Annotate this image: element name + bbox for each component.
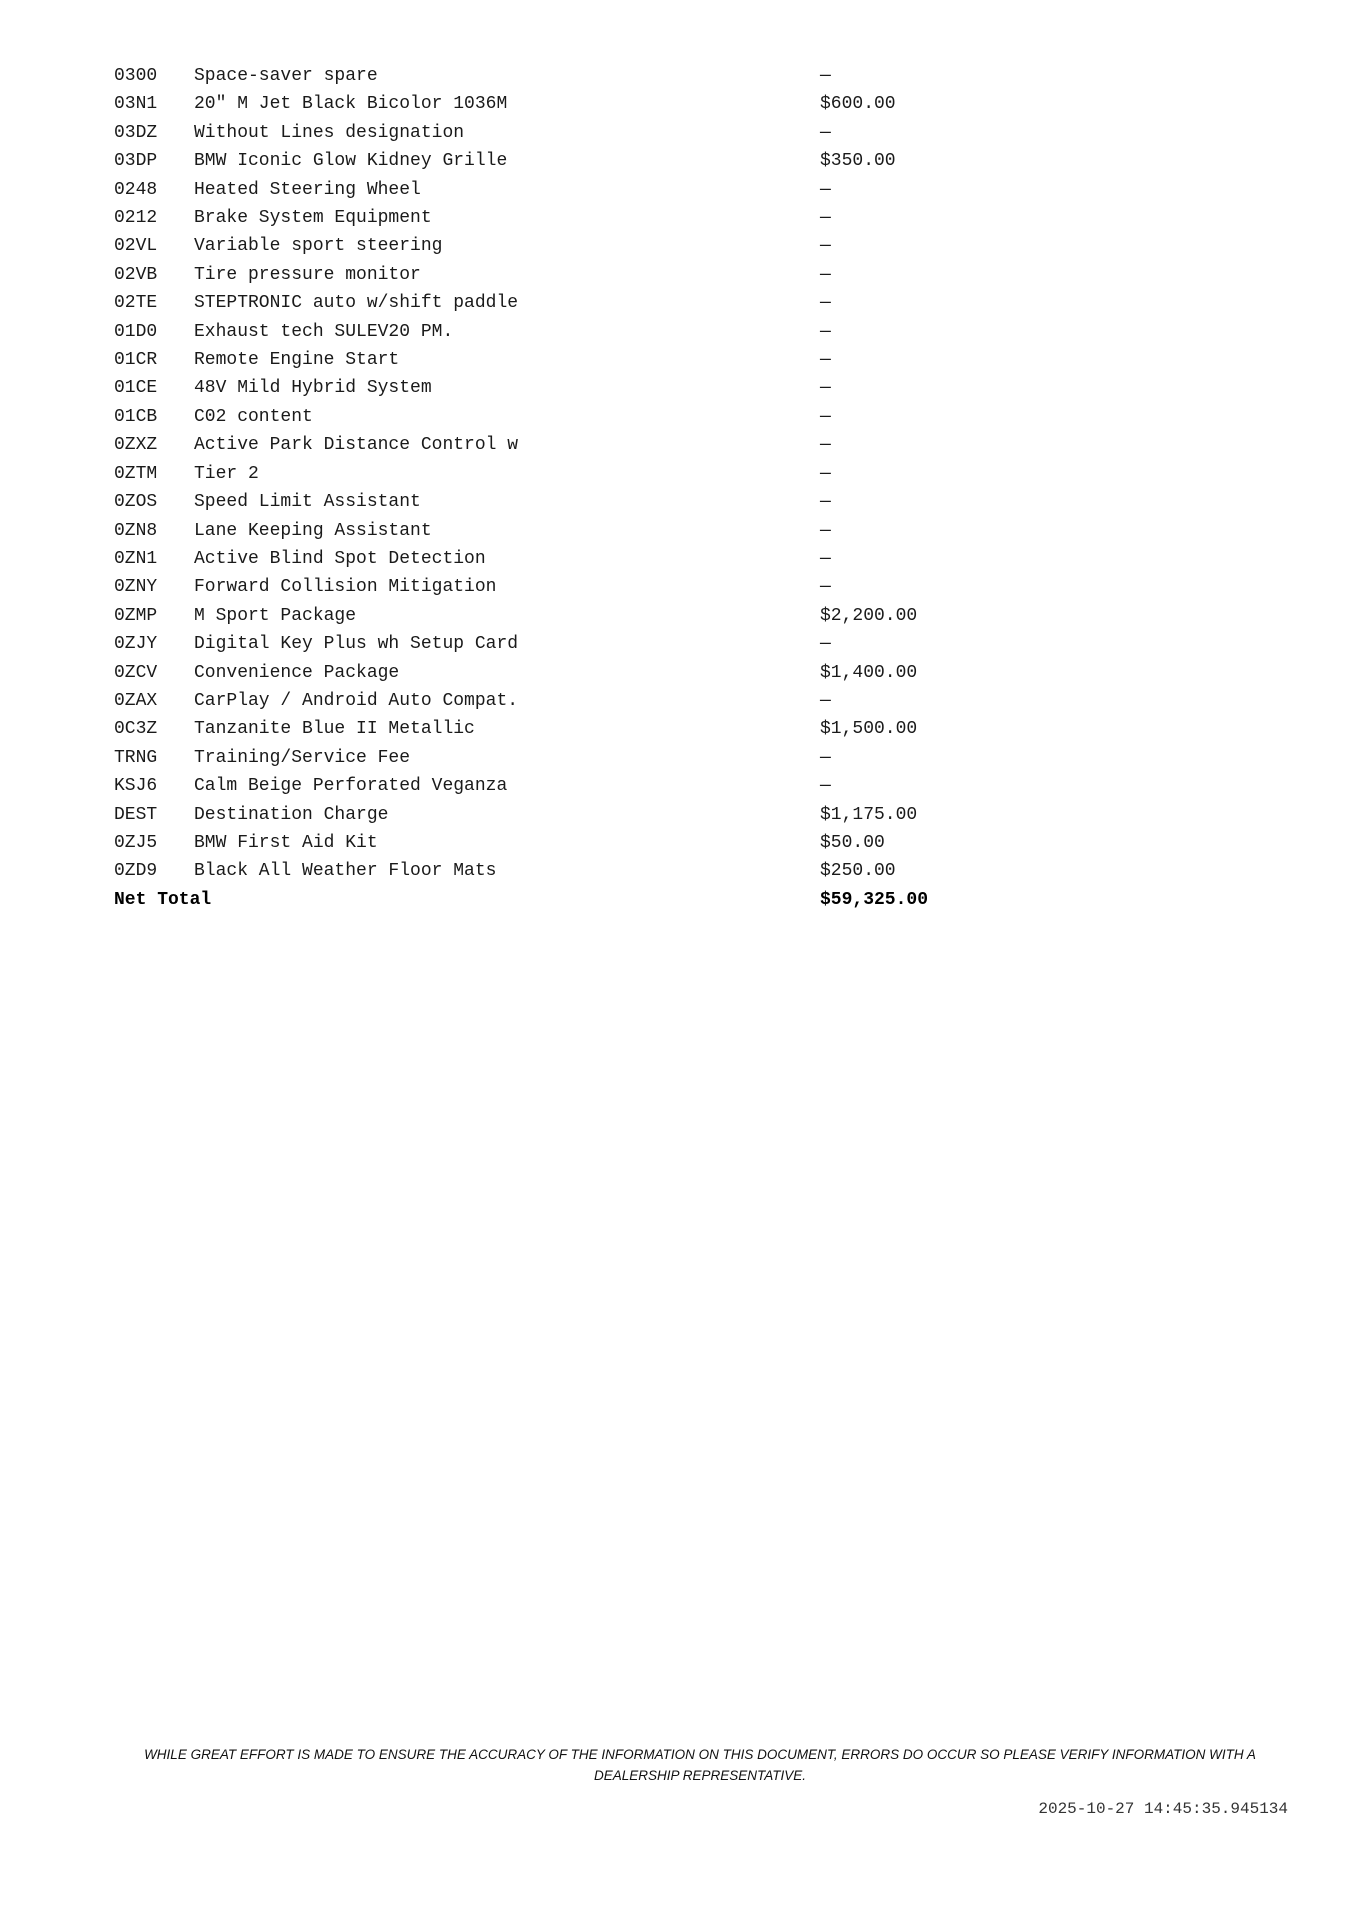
options-table [114, 62, 934, 914]
option-description: Tire pressure monitor [194, 264, 421, 285]
disclaimer-line-2: DEALERSHIP REPRESENTATIVE. [593, 1768, 807, 1783]
net-total-row [114, 886, 934, 914]
option-description: 48V Mild Hybrid System [194, 378, 432, 399]
option-code: 02VL [114, 236, 158, 257]
option-code: 01CB [114, 406, 158, 427]
option-row [114, 517, 934, 545]
option-price: $1,500.00 [820, 719, 918, 740]
option-code: 0ZN8 [114, 520, 158, 541]
option-description: Remote Engine Start [194, 350, 400, 371]
option-code: 0ZD9 [114, 861, 158, 882]
option-description: Speed Limit Assistant [194, 492, 421, 513]
option-row [114, 261, 934, 289]
option-code: 01CE [114, 378, 158, 399]
option-price: $2,200.00 [820, 605, 918, 626]
option-price: — [820, 492, 831, 513]
option-description: Calm Beige Perforated Veganza [194, 776, 508, 797]
option-row [114, 204, 934, 232]
option-code: 03N1 [114, 94, 158, 115]
option-code: 02TE [114, 293, 158, 314]
option-price: — [820, 548, 831, 569]
option-code: TRNG [114, 747, 158, 768]
option-description: Tanzanite Blue II Metallic [194, 719, 475, 740]
option-price: — [820, 747, 831, 768]
option-code: 03DZ [114, 122, 158, 143]
option-price: — [820, 577, 831, 598]
option-price: — [820, 690, 831, 711]
option-price: $350.00 [820, 151, 896, 172]
option-price: — [820, 378, 831, 399]
option-description: Convenience Package [194, 662, 400, 683]
option-description: Forward Collision Mitigation [194, 577, 497, 598]
option-description: Active Park Distance Control w [194, 435, 519, 456]
option-description: STEPTRONIC auto w/shift paddle [194, 293, 519, 314]
option-code: 0300 [114, 66, 158, 86]
option-row [114, 403, 934, 431]
option-code: KSJ6 [114, 776, 158, 797]
option-price: — [820, 634, 831, 655]
option-code: 0ZNY [114, 577, 158, 598]
option-code: 0ZMP [114, 605, 158, 626]
option-code: 03DP [114, 151, 158, 172]
option-price: $250.00 [820, 861, 896, 882]
option-description: BMW First Aid Kit [194, 832, 378, 853]
option-description: Lane Keeping Assistant [194, 520, 432, 541]
option-row [114, 62, 934, 90]
option-row [114, 232, 934, 260]
option-row [114, 176, 934, 204]
option-row [114, 545, 934, 573]
option-description: 20" M Jet Black Bicolor 1036M [194, 94, 508, 115]
option-description: Destination Charge [194, 804, 389, 825]
option-code: 01D0 [114, 321, 158, 342]
option-row [114, 90, 934, 118]
option-code: 0ZN1 [114, 548, 158, 569]
option-row [114, 289, 934, 317]
option-row [114, 119, 934, 147]
net-total-label: Net Total [114, 889, 212, 910]
option-description: Tier 2 [194, 463, 259, 484]
option-price: $1,400.00 [820, 662, 918, 683]
option-code: 0C3Z [114, 719, 158, 740]
option-price: — [820, 350, 831, 371]
option-price: — [820, 122, 831, 143]
option-price: — [820, 66, 831, 86]
option-row [114, 659, 934, 687]
option-row [114, 460, 934, 488]
disclaimer-line-1: WHILE GREAT EFFORT IS MADE TO ENSURE THE ACCURACY OF THE INFORMATION ON THIS DOCUMENT, ERRORS DO OCCUR SO PLEASE VERIFY INFORMATION WITH A [144, 1747, 1256, 1762]
option-row [114, 602, 934, 630]
options-list [114, 62, 934, 914]
option-row [114, 488, 934, 516]
option-row [114, 687, 934, 715]
option-description: BMW Iconic Glow Kidney Grille [194, 151, 508, 172]
option-price: — [820, 435, 831, 456]
option-description: Variable sport steering [194, 236, 443, 257]
option-price: — [820, 776, 831, 797]
option-code: 0ZCV [114, 662, 158, 683]
option-price: — [820, 264, 831, 285]
option-description: Exhaust tech SULEV20 PM. [194, 321, 454, 342]
option-price: — [820, 293, 831, 314]
net-total-value: $59,325.00 [820, 889, 929, 910]
option-code: 0ZAX [114, 690, 158, 711]
option-row [114, 772, 934, 800]
option-price: — [820, 321, 831, 342]
option-description: Space-saver spare [194, 66, 378, 86]
option-row [114, 829, 934, 857]
option-row [114, 147, 934, 175]
option-code: 0ZJ5 [114, 832, 158, 853]
option-price: — [820, 208, 831, 229]
option-code: DEST [114, 804, 158, 825]
option-row [114, 744, 934, 772]
option-description: Black All Weather Floor Mats [194, 861, 497, 882]
option-row [114, 431, 934, 459]
option-description: C02 content [194, 406, 313, 427]
option-description: M Sport Package [194, 605, 357, 626]
option-row [114, 374, 934, 402]
option-code: 0248 [114, 179, 158, 200]
option-code: 0ZOS [114, 492, 158, 513]
option-price: $1,175.00 [820, 804, 918, 825]
option-row [114, 346, 934, 374]
option-code: 0ZTM [114, 463, 158, 484]
option-description: Brake System Equipment [194, 208, 432, 229]
option-price: $50.00 [820, 832, 885, 853]
option-code: 0ZXZ [114, 435, 158, 456]
option-price: — [820, 236, 831, 257]
option-description: Without Lines designation [194, 122, 465, 143]
option-description: Digital Key Plus wh Setup Card [194, 634, 519, 655]
option-price: — [820, 179, 831, 200]
option-code: 01CR [114, 350, 158, 371]
option-price: — [820, 463, 831, 484]
option-row [114, 573, 934, 601]
option-row [114, 715, 934, 743]
option-row [114, 801, 934, 829]
option-description: Heated Steering Wheel [194, 179, 421, 200]
option-price: $600.00 [820, 94, 896, 115]
option-row [114, 630, 934, 658]
option-price: — [820, 406, 831, 427]
option-code: 0ZJY [114, 634, 158, 655]
option-description: Training/Service Fee [194, 747, 411, 768]
option-description: CarPlay / Android Auto Compat. [194, 690, 519, 711]
print-timestamp: 2025-10-27 14:45:35.945134 [1038, 1800, 1288, 1818]
option-price: — [820, 520, 831, 541]
option-code: 02VB [114, 264, 158, 285]
option-row [114, 318, 934, 346]
option-code: 0212 [114, 208, 158, 229]
option-row [114, 857, 934, 885]
disclaimer [110, 1744, 1290, 1786]
option-description: Active Blind Spot Detection [194, 548, 486, 569]
